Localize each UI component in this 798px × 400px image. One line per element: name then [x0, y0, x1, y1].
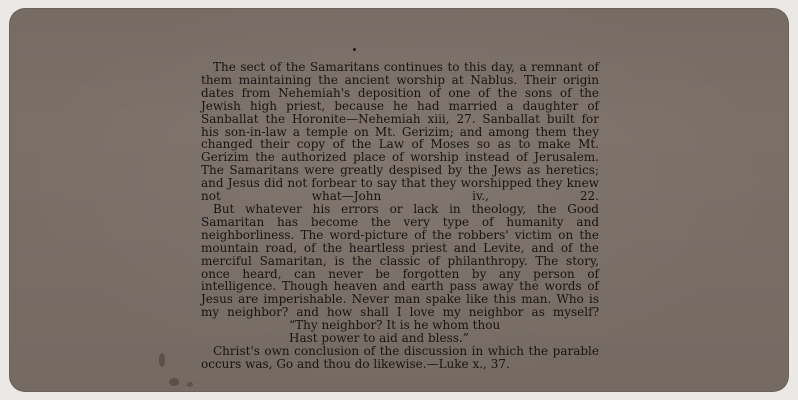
printer-dot	[353, 48, 356, 51]
stereocard-back	[9, 8, 789, 392]
stain-mark	[159, 353, 165, 367]
paragraph-samaritans: The sect of the Samaritans continues to this day, a remnant of them maintaining the ancient worship at Nablus. Their origin dates from Nehemiah's deposition of one of the sons of the Jewish high priest, because he had married a daughter of Sanballat the Horonite—Nehemiah xiii, 27. Sanballat built for his son-in-law a temple on Mt. Gerizim; and among them they changed their copy of the Law of Moses so as to make Mt. Gerizim the authorized place of worship instead of Jerusalem. The Samaritans were greatly despised by the Jews as heretics; and Jesus did not forbear to say that they worshipped they knew not what—John iv., 22.	[201, 60, 599, 204]
paragraph-good-samaritan: But whatever his errors or lack in theology, the Good Samaritan has become the very type of humanity and neighborliness. The word-picture of the robbers' victim on the mountain road, of the heartless priest and Levite, and of the merciful Samaritan, is the classic of philanthropy. The story, once heard, can never be forgotten by any person of intelligence. Though heaven and earth pass away the words of Jesus are imperishable. Never man spake like this man. Who is my neighbor? and how shall I love my neighbor as myself?	[201, 201, 599, 320]
caption-text-block	[201, 61, 599, 371]
stain-mark	[169, 378, 179, 386]
quote-line-1: “Thy neighbor? It is he whom thou	[289, 318, 501, 333]
stain-mark	[187, 382, 193, 387]
closing-paragraph: Christ's own conclusion of the discussion in which the parable occurs was, Go and thou do likewise.—Luke x., 37.	[201, 343, 599, 371]
quote-line-2: Hast power to aid and bless.”	[289, 331, 469, 346]
